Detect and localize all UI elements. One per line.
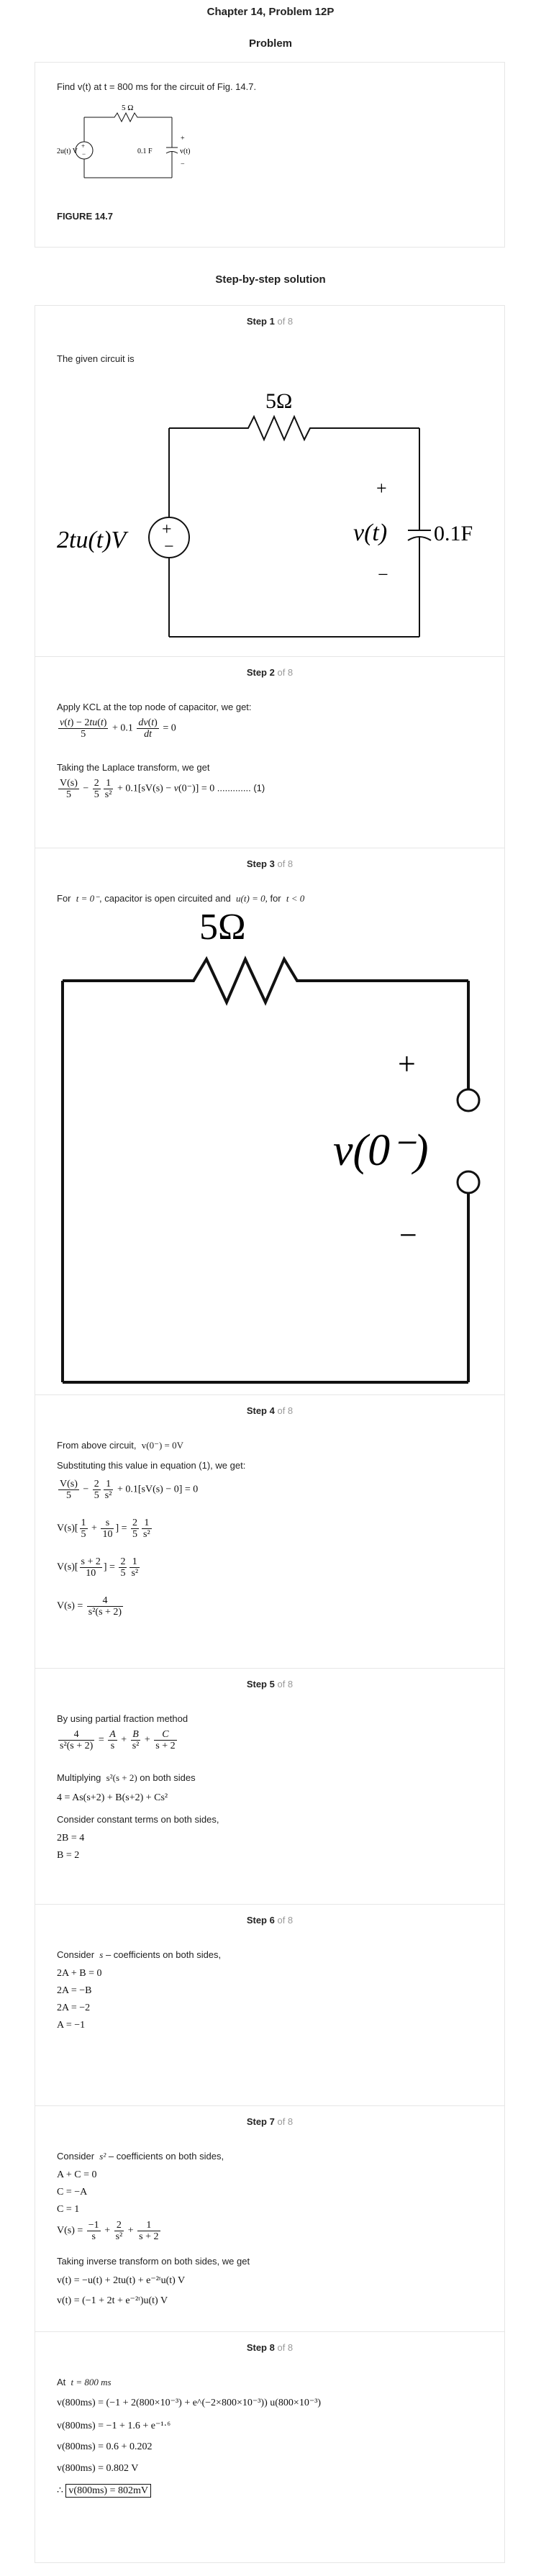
step-6-card <box>35 1904 505 2107</box>
step-3-circuit <box>57 906 488 1395</box>
page-title: Chapter 14, Problem 12P <box>206 6 335 18</box>
step-4-eq-3: V(s)[ $\frac{s + 2}{10}$ ] = $\frac{2}{5}$ $\frac{1}{\text{s²}}$ <box>57 1556 139 1579</box>
source-label: 2tu(t)V <box>57 527 127 553</box>
svg-text:−: − <box>164 538 174 556</box>
step-1-text: The given circuit is <box>57 353 135 364</box>
step-3-text: For t = 0⁻, capacitor is open circuited and u(t) = 0, for t < 0 <box>57 893 305 904</box>
step-4-text-1: From above circuit, v(0⁻) = 0V <box>57 1440 184 1451</box>
step-8-eq-1: v(800ms) = (−1 + 2(800×10⁻³) + e^(−2×800×10⁻³)) u(800×10⁻³) <box>57 2398 322 2408</box>
problem-card <box>35 62 505 248</box>
solution-section-title: Step-by-step solution <box>215 273 326 286</box>
step-7-card <box>35 2105 505 2333</box>
step-2-text-1: Apply KCL at the top node of capacitor, we get: <box>57 702 252 712</box>
step-7-eq-v1: v(t) = −u(t) + 2tu(t) + e⁻²ᵗu(t) V <box>57 2275 186 2286</box>
svg-text:+: + <box>376 478 387 499</box>
step-5-eq-a: 2B = 4 <box>57 1833 85 1843</box>
svg-text:+: + <box>162 520 172 539</box>
step-7-vs-equation: V(s) = $\frac{-1}{s}$ + $\frac{2}{\text{s²}}$ + $\frac{1}{s + 2}$ <box>57 2220 159 2242</box>
step-4-card <box>35 1394 505 1669</box>
svg-text:−: − <box>378 564 388 585</box>
step-2-kcl-equation: $\frac{v(t) - 2tu(t)}{5}$ + 0.1 $\frac{dv(t)}{dt}$ = 0 <box>60 717 176 740</box>
problem-statement: Find v(t) at t = 800 ms for the circuit of Fig. 14.7. <box>57 81 257 92</box>
problem-circuit-figure <box>57 100 201 186</box>
capacitor-label: 0.1F <box>434 522 473 545</box>
step-8-card <box>35 2331 505 2563</box>
step-6-eq-2: 2A = −B <box>57 1985 92 1996</box>
step-5-card <box>35 1668 505 1905</box>
step-5-eq-mult: 4 = As(s+2) + B(s+2) + Cs² <box>57 1792 168 1803</box>
step-6-text: Consider s – coefficients on both sides, <box>57 1949 222 1960</box>
step-3-voltage-label: v(0⁻) <box>333 1126 429 1175</box>
step-3-header: Step 3 of 8 <box>246 858 294 869</box>
step-3-card <box>35 848 505 1396</box>
step-8-eq-2: v(800ms) = −1 + 1.6 + e⁻¹·⁶ <box>57 2421 171 2431</box>
step-7-header: Step 7 of 8 <box>246 2116 294 2127</box>
step-7-text-2: Taking inverse transform on both sides, we get <box>57 2256 250 2267</box>
final-answer-box: v(800ms) = 802mV <box>65 2484 151 2498</box>
resistor-label: 5Ω <box>265 389 293 413</box>
figure-label: FIGURE 14.7 <box>57 211 114 222</box>
svg-text:−: − <box>82 150 86 158</box>
step-3-resistor-label: 5Ω <box>199 907 246 948</box>
step-8-final-answer: ∴ v(800ms) = 802mV <box>57 2485 151 2497</box>
fig-source-label: 2u(t) V <box>57 148 78 155</box>
step-2-laplace-equation: $\frac{V(s)}{5}$ − $\frac{2}{5}$ $\frac{1}{\text{s²}}$ + 0.1[sV(s) − v(0⁻)] = 0 ............. (1) <box>60 778 265 800</box>
svg-text:−: − <box>399 1217 417 1253</box>
step-5-text-2: Multiplying s²(s + 2) on both sides <box>57 1772 196 1783</box>
fig-resistor-label: 5 Ω <box>122 104 134 112</box>
svg-text:+: + <box>398 1046 416 1081</box>
svg-text:−: − <box>181 160 185 168</box>
step-5-eq-b: B = 2 <box>57 1850 80 1861</box>
step-8-eq-4: v(800ms) = 0.802 V <box>57 2463 139 2474</box>
step-4-eq-4: V(s) = $\frac{4}{\text{s²(s + 2)}}$ <box>57 1595 122 1618</box>
svg-text:+: + <box>181 135 185 142</box>
step-1-header: Step 1 of 8 <box>246 316 294 327</box>
step-7-eq-1: A + C = 0 <box>57 2169 97 2180</box>
step-6-header: Step 6 of 8 <box>246 1915 294 1926</box>
voltage-label: v(t) <box>353 520 388 546</box>
step-6-eq-1: 2A + B = 0 <box>57 1968 102 1979</box>
fig-capacitor-label: 0.1 F <box>137 148 153 155</box>
step-4-header: Step 4 of 8 <box>246 1405 294 1416</box>
step-5-header: Step 5 of 8 <box>246 1679 294 1690</box>
fig-voltage-label: v(t) <box>180 148 191 155</box>
step-2-header: Step 2 of 8 <box>246 667 294 678</box>
step-5-partial-fraction: $\frac{4}{\text{s²(s + 2)}}$ = $\frac{A}{s}$ + $\frac{B}{\text{s²}}$ + $\frac{C}{s + 2}$ <box>60 1729 176 1751</box>
step-5-text-1: By using partial fraction method <box>57 1713 188 1724</box>
step-2-text-2: Taking the Laplace transform, we get <box>57 762 210 773</box>
step-4-eq-2: V(s)[ $\frac{1}{5}$ + $\frac{s}{10}$ ] = $\frac{2}{5}$ $\frac{1}{\text{s²}}$ <box>57 1518 150 1540</box>
step-7-eq-2: C = −A <box>57 2187 88 2198</box>
step-1-circuit <box>57 371 488 644</box>
step-7-eq-3: C = 1 <box>57 2204 80 2215</box>
step-8-header: Step 8 of 8 <box>246 2342 294 2353</box>
step-6-eq-3: 2A = −2 <box>57 2003 91 2013</box>
step-8-text: At t = 800 ms <box>57 2377 112 2387</box>
step-4-eq-1: $\frac{V(s)}{5}$ − $\frac{2}{5}$ $\frac{1}{\text{s²}}$ + 0.1[sV(s) − 0] = 0 <box>60 1479 199 1501</box>
step-7-text-1: Consider s² – coefficients on both sides, <box>57 2151 224 2162</box>
step-8-eq-3: v(800ms) = 0.6 + 0.202 <box>57 2441 153 2452</box>
step-7-eq-v2: v(t) = (−1 + 2t + e⁻²ᵗ)u(t) V <box>57 2295 168 2306</box>
problem-section-title: Problem <box>248 37 292 50</box>
svg-text:+: + <box>81 142 86 150</box>
step-6-eq-4: A = −1 <box>57 2020 86 2031</box>
step-5-text-3: Consider constant terms on both sides, <box>57 1814 219 1825</box>
step-1-card <box>35 305 505 658</box>
step-4-text-2: Substituting this value in equation (1), we get: <box>57 1460 246 1471</box>
step-2-card <box>35 656 505 849</box>
